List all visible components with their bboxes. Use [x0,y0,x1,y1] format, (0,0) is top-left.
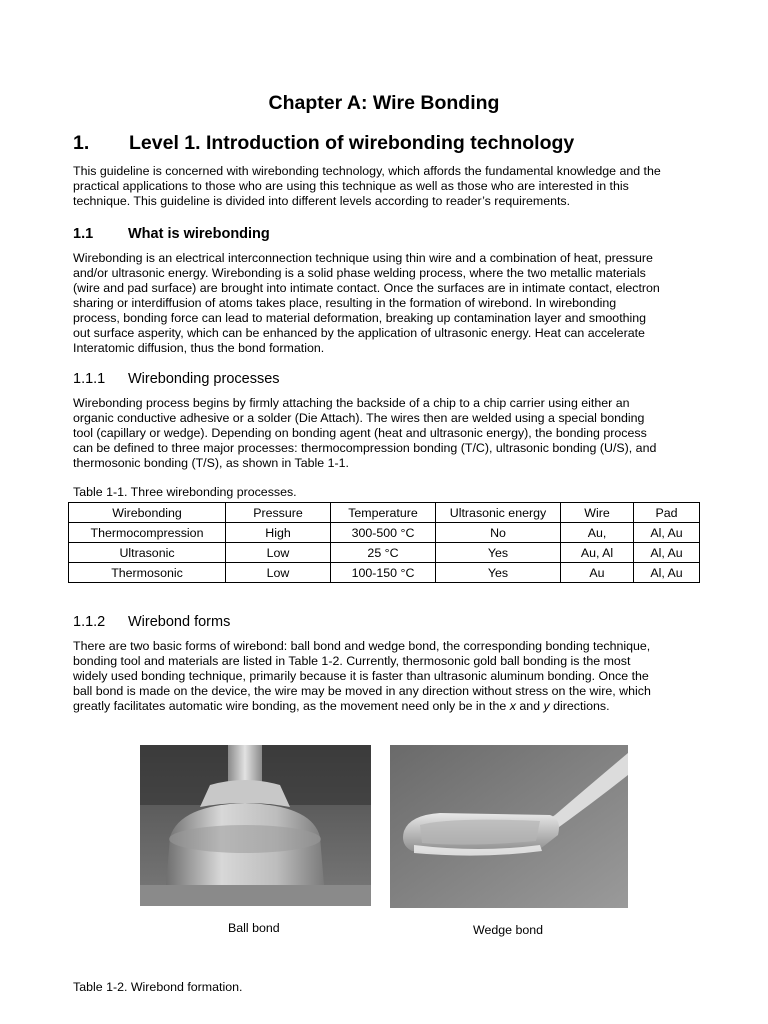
table-1-2-caption: Table 1-2. Wirebond formation. [73,980,243,994]
text-line: (wire and pad surface) are brought into intimate contact. Once the surfaces are in intimate contact, electron [73,281,660,295]
header-cell: Pressure [226,503,331,523]
table-1-1-caption: Table 1-1. Three wirebonding processes. [73,485,297,499]
table-row [69,543,700,563]
text-line: This guideline is concerned with wirebonding technology, which affords the fundamental knowledge and the [73,164,661,178]
table-cell: 25 °C [331,543,436,563]
wirebonding-paragraph [73,251,703,356]
ball-bond-photo [140,745,371,906]
section-title: Wirebond forms [128,614,231,630]
section-1-1-2-heading [73,614,230,630]
text-segment: directions. [549,699,610,713]
text-line: sharing or interdiffusion of atoms takes place, resulting in the formation of wirebond. In wirebonding [73,296,617,310]
italic-x: x [509,699,516,713]
header-cell: Pad [634,503,700,523]
table-cell: Ultrasonic [69,543,226,563]
table-cell: Al, Au [634,563,700,583]
text-line: thermosonic bonding (T/S), as shown in Table 1-1. [73,456,349,470]
table-row [69,523,700,543]
section-number: 1.1 [73,226,94,242]
section-title: What is wirebonding [128,226,270,242]
text-line: bonding tool and materials are listed in Table 1-2. Currently, thermosonic gold ball bonding is the most [73,654,631,668]
italic-y: y [543,699,550,713]
text-segment: greatly facilitates automatic wire bonding, as the movement need only be in the [73,699,510,713]
text-line: Interatomic diffusion, thus the bond formation. [73,341,325,355]
section-title: Level 1. Introduction of wirebonding technology [129,132,575,154]
section-number: 1. [73,132,90,154]
table-cell: Thermosonic [69,563,226,583]
table-cell: Yes [436,543,561,563]
ball-bond-label: Ball bond [228,921,280,935]
table-cell: Au [561,563,634,583]
text-line: and/or ultrasonic energy. Wirebonding is a solid phase welding process, where the two metallic materials [73,266,646,280]
table-row [69,563,700,583]
table-cell: Au, Al [561,543,634,563]
text-line: Wirebonding is an electrical interconnection technique using thin wire and a combination of heat, pressure [73,251,653,265]
table-cell: Au, [561,523,634,543]
text-segment: and [515,699,544,713]
header-cell: Wirebonding [69,503,226,523]
table-cell: 100-150 °C [331,563,436,583]
text-line: technique. This guideline is divided into different levels according to reader’s requirements. [73,194,571,208]
text-line: ball bond is made on the device, the wire may be moved in any direction without stress on the wire, which [73,684,651,698]
section-title: Wirebonding processes [128,371,280,387]
text-line: process, bonding force can lead to material deformation, breaking up contamination layer and smoothing [73,311,647,325]
table-cell: 300-500 °C [331,523,436,543]
processes-paragraph [73,396,703,471]
text-line: Wirebonding process begins by firmly attaching the backside of a chip to a chip carrier using either an [73,396,630,410]
wedge-bond-photo [390,745,628,908]
section-number: 1.1.2 [73,614,106,630]
text-line [73,699,703,714]
text-line: can be defined to three major processes: thermocompression bonding (T/C), ultrasonic bonding (U/S), and [73,441,657,455]
section-1-heading [73,132,574,155]
header-cell: Temperature [331,503,436,523]
table-cell: Thermocompression [69,523,226,543]
text-line: practical applications to those who are using this technique as well as those who are interested in this [73,179,629,193]
table-cell: High [226,523,331,543]
forms-paragraph [73,639,703,714]
text-line: There are two basic forms of wirebond: ball bond and wedge bond, the corresponding bonding technique, [73,639,651,653]
header-cell: Wire [561,503,634,523]
wedge-bond-label: Wedge bond [473,923,544,937]
section-number: 1.1.1 [73,371,106,387]
section-1-1-1-heading [73,371,280,387]
text-line: out surface asperity, which can be enhanced by the application of ultrasonic energy. Heat can accelerate [73,326,645,340]
table-cell: Low [226,543,331,563]
text-line: organic conductive adhesive or a solder (Die Attach). The wires then are welded using a special bonding [73,411,645,425]
table-cell: Yes [436,563,561,583]
table-cell: Al, Au [634,523,700,543]
table-cell: Al, Au [634,543,700,563]
table-cell: Low [226,563,331,583]
text-line: tool (capillary or wedge). Depending on bonding agent (heat and ultrasonic energy), the bonding process [73,426,647,440]
section-1-1-heading [73,226,270,242]
chapter-title: Chapter A: Wire Bonding [268,92,500,114]
table-header-row [69,503,700,523]
wirebonding-processes-table [68,502,700,583]
table-cell: No [436,523,561,543]
text-line: widely used bonding technique, primarily because it is faster than ultrasonic aluminum bonding. Once the [73,669,649,683]
header-cell: Ultrasonic energy [436,503,561,523]
intro-paragraph [73,164,703,209]
